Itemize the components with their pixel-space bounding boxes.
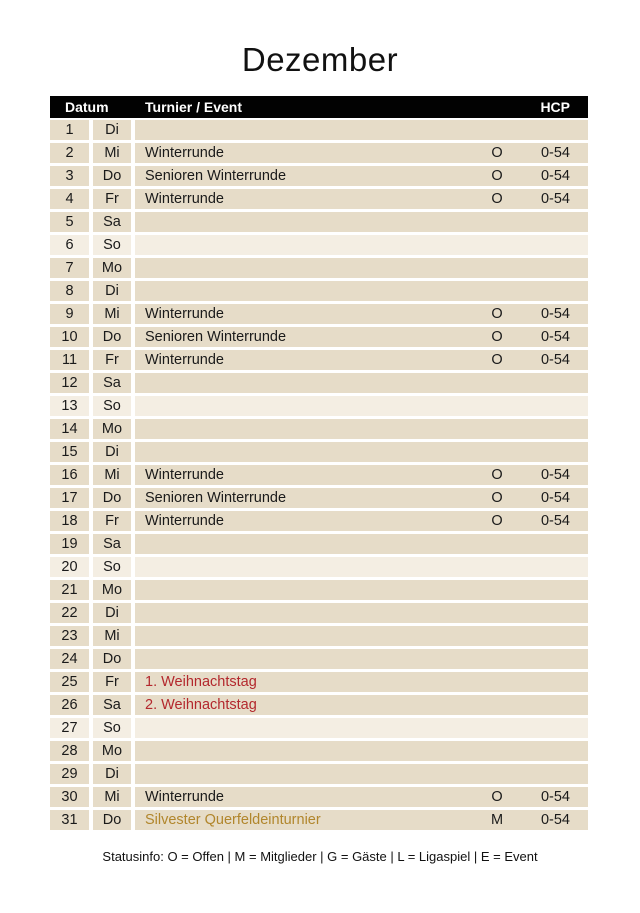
event-cell (135, 120, 477, 141)
status-cell (477, 764, 517, 785)
event-cell (135, 534, 477, 555)
weekday-cell: So (93, 718, 131, 739)
calendar-row (50, 626, 588, 647)
calendar-row (50, 235, 588, 256)
event-row-main (135, 120, 588, 141)
event-row-main (135, 603, 588, 624)
status-cell (477, 442, 517, 463)
event-cell: Winterrunde (135, 465, 477, 486)
event-cell (135, 281, 477, 302)
calendar-row (50, 672, 588, 693)
weekday-cell: Mo (93, 741, 131, 762)
date-number-cell: 6 (50, 235, 89, 256)
date-number-cell: 2 (50, 143, 89, 164)
weekday-cell: Do (93, 649, 131, 670)
event-row-main (135, 258, 588, 279)
date-number-cell: 14 (50, 419, 89, 440)
hcp-cell: 0-54 (517, 511, 588, 532)
calendar-row (50, 557, 588, 578)
hcp-cell (517, 534, 588, 555)
calendar-row (50, 281, 588, 302)
event-row-main (135, 235, 588, 256)
date-number-cell: 22 (50, 603, 89, 624)
hcp-cell (517, 741, 588, 762)
calendar-row (50, 304, 588, 325)
hcp-cell (517, 603, 588, 624)
event-row-main (135, 557, 588, 578)
weekday-cell: Mi (93, 787, 131, 808)
status-cell: O (477, 511, 517, 532)
event-row-main (135, 488, 588, 509)
weekday-cell: Do (93, 166, 131, 187)
hcp-cell (517, 258, 588, 279)
event-row-main (135, 741, 588, 762)
status-cell (477, 281, 517, 302)
status-cell: O (477, 189, 517, 210)
status-legend: Statusinfo: O = Offen | M = Mitglieder | G = Gäste | L = Ligaspiel | E = Event (102, 849, 538, 864)
weekday-cell: Mo (93, 258, 131, 279)
hcp-cell (517, 373, 588, 394)
status-cell: O (477, 143, 517, 164)
event-row-main (135, 396, 588, 417)
date-number-cell: 4 (50, 189, 89, 210)
status-cell: O (477, 787, 517, 808)
weekday-cell: Sa (93, 212, 131, 233)
date-number-cell: 13 (50, 396, 89, 417)
event-row-main (135, 304, 588, 325)
weekday-cell: Fr (93, 511, 131, 532)
tournament-calendar-table (50, 96, 588, 830)
event-cell: 1. Weihnachtstag (135, 672, 477, 693)
status-cell (477, 235, 517, 256)
event-row-main (135, 189, 588, 210)
weekday-cell: Do (93, 327, 131, 348)
date-number-cell: 28 (50, 741, 89, 762)
calendar-row (50, 511, 588, 532)
event-row-main (135, 465, 588, 486)
hcp-cell: 0-54 (517, 166, 588, 187)
event-row-main (135, 419, 588, 440)
calendar-rows (50, 120, 588, 831)
event-cell: Winterrunde (135, 143, 477, 164)
event-row-main (135, 810, 588, 831)
date-number-cell: 8 (50, 281, 89, 302)
hcp-cell (517, 212, 588, 233)
weekday-cell: Sa (93, 695, 131, 716)
hcp-cell: 0-54 (517, 465, 588, 486)
weekday-cell: Fr (93, 189, 131, 210)
hcp-cell: 0-54 (517, 327, 588, 348)
status-cell (477, 672, 517, 693)
event-cell (135, 603, 477, 624)
status-cell: M (477, 810, 517, 831)
weekday-cell: Di (93, 120, 131, 141)
calendar-row (50, 189, 588, 210)
event-cell (135, 649, 477, 670)
date-number-cell: 21 (50, 580, 89, 601)
event-cell: Senioren Winterrunde (135, 327, 477, 348)
weekday-cell: Mo (93, 419, 131, 440)
weekday-cell: Sa (93, 534, 131, 555)
date-number-cell: 17 (50, 488, 89, 509)
hcp-cell (517, 235, 588, 256)
header-hcp: HCP (540, 99, 570, 115)
calendar-row (50, 166, 588, 187)
date-number-cell: 7 (50, 258, 89, 279)
date-number-cell: 20 (50, 557, 89, 578)
hcp-cell (517, 626, 588, 647)
event-row-main (135, 764, 588, 785)
event-row-main (135, 281, 588, 302)
weekday-cell: So (93, 396, 131, 417)
date-number-cell: 5 (50, 212, 89, 233)
hcp-cell (517, 764, 588, 785)
date-number-cell: 15 (50, 442, 89, 463)
hcp-cell: 0-54 (517, 304, 588, 325)
calendar-row (50, 120, 588, 141)
date-number-cell: 19 (50, 534, 89, 555)
hcp-cell (517, 557, 588, 578)
status-cell (477, 695, 517, 716)
status-cell: O (477, 350, 517, 371)
event-cell (135, 212, 477, 233)
event-row-main (135, 534, 588, 555)
calendar-row (50, 442, 588, 463)
calendar-row (50, 327, 588, 348)
event-cell: Winterrunde (135, 787, 477, 808)
hcp-cell: 0-54 (517, 143, 588, 164)
calendar-row (50, 580, 588, 601)
event-row-main (135, 787, 588, 808)
calendar-row (50, 143, 588, 164)
status-cell (477, 258, 517, 279)
status-cell (477, 741, 517, 762)
event-cell: Senioren Winterrunde (135, 488, 477, 509)
event-row-main (135, 718, 588, 739)
event-row-main (135, 373, 588, 394)
event-cell (135, 741, 477, 762)
status-cell: O (477, 465, 517, 486)
weekday-cell: Mi (93, 626, 131, 647)
event-row-main (135, 166, 588, 187)
date-number-cell: 24 (50, 649, 89, 670)
hcp-cell (517, 672, 588, 693)
weekday-cell: So (93, 235, 131, 256)
status-cell (477, 419, 517, 440)
event-cell (135, 764, 477, 785)
hcp-cell (517, 120, 588, 141)
status-cell (477, 718, 517, 739)
calendar-row (50, 603, 588, 624)
hcp-cell (517, 281, 588, 302)
calendar-row (50, 649, 588, 670)
weekday-cell: So (93, 557, 131, 578)
date-number-cell: 26 (50, 695, 89, 716)
calendar-row (50, 212, 588, 233)
status-cell: O (477, 166, 517, 187)
event-cell: Winterrunde (135, 350, 477, 371)
weekday-cell: Di (93, 442, 131, 463)
event-cell (135, 419, 477, 440)
event-cell (135, 626, 477, 647)
weekday-cell: Di (93, 603, 131, 624)
event-row-main (135, 626, 588, 647)
event-row-main (135, 442, 588, 463)
event-row-main (135, 649, 588, 670)
header-datum: Datum (65, 99, 109, 115)
event-cell (135, 718, 477, 739)
calendar-row (50, 695, 588, 716)
event-row-main (135, 580, 588, 601)
calendar-row (50, 350, 588, 371)
weekday-cell: Do (93, 810, 131, 831)
date-number-cell: 1 (50, 120, 89, 141)
event-cell (135, 442, 477, 463)
event-cell: Silvester Querfeldeinturnier (135, 810, 477, 831)
date-number-cell: 16 (50, 465, 89, 486)
hcp-cell: 0-54 (517, 488, 588, 509)
date-number-cell: 11 (50, 350, 89, 371)
status-cell: O (477, 327, 517, 348)
status-cell (477, 626, 517, 647)
hcp-cell (517, 419, 588, 440)
hcp-cell (517, 580, 588, 601)
event-row-main (135, 327, 588, 348)
hcp-cell: 0-54 (517, 189, 588, 210)
date-number-cell: 18 (50, 511, 89, 532)
event-cell (135, 258, 477, 279)
status-cell (477, 396, 517, 417)
status-cell (477, 120, 517, 141)
status-cell (477, 373, 517, 394)
hcp-cell (517, 649, 588, 670)
calendar-row (50, 764, 588, 785)
event-row-main (135, 350, 588, 371)
status-cell: O (477, 488, 517, 509)
event-cell (135, 235, 477, 256)
calendar-row (50, 465, 588, 486)
weekday-cell: Mi (93, 143, 131, 164)
hcp-cell: 0-54 (517, 810, 588, 831)
month-title: Dezember (241, 41, 399, 78)
event-cell: 2. Weihnachtstag (135, 695, 477, 716)
date-number-cell: 12 (50, 373, 89, 394)
event-row-main (135, 143, 588, 164)
weekday-cell: Fr (93, 350, 131, 371)
event-cell (135, 557, 477, 578)
calendar-row (50, 718, 588, 739)
date-number-cell: 10 (50, 327, 89, 348)
calendar-row (50, 396, 588, 417)
date-number-cell: 3 (50, 166, 89, 187)
event-cell (135, 373, 477, 394)
status-cell (477, 649, 517, 670)
calendar-row (50, 373, 588, 394)
event-row-main (135, 511, 588, 532)
calendar-row (50, 419, 588, 440)
calendar-row (50, 258, 588, 279)
table-header (50, 96, 588, 118)
event-row-main (135, 212, 588, 233)
hcp-cell (517, 442, 588, 463)
date-number-cell: 27 (50, 718, 89, 739)
status-cell (477, 212, 517, 233)
event-row-main (135, 695, 588, 716)
date-number-cell: 30 (50, 787, 89, 808)
weekday-cell: Di (93, 281, 131, 302)
date-number-cell: 9 (50, 304, 89, 325)
status-cell (477, 557, 517, 578)
weekday-cell: Mo (93, 580, 131, 601)
date-number-cell: 31 (50, 810, 89, 831)
date-number-cell: 25 (50, 672, 89, 693)
header-turnier-event: Turnier / Event (145, 99, 242, 115)
calendar-row (50, 810, 588, 831)
event-cell (135, 396, 477, 417)
weekday-cell: Di (93, 764, 131, 785)
hcp-cell (517, 718, 588, 739)
hcp-cell: 0-54 (517, 787, 588, 808)
hcp-cell: 0-54 (517, 350, 588, 371)
date-number-cell: 29 (50, 764, 89, 785)
date-number-cell: 23 (50, 626, 89, 647)
weekday-cell: Fr (93, 672, 131, 693)
calendar-row (50, 534, 588, 555)
weekday-cell: Sa (93, 373, 131, 394)
event-cell: Winterrunde (135, 189, 477, 210)
weekday-cell: Do (93, 488, 131, 509)
event-cell (135, 580, 477, 601)
weekday-cell: Mi (93, 304, 131, 325)
event-row-main (135, 672, 588, 693)
event-cell: Winterrunde (135, 304, 477, 325)
status-cell (477, 603, 517, 624)
event-cell: Winterrunde (135, 511, 477, 532)
status-cell: O (477, 304, 517, 325)
status-cell (477, 580, 517, 601)
event-cell: Senioren Winterrunde (135, 166, 477, 187)
calendar-row (50, 741, 588, 762)
hcp-cell (517, 396, 588, 417)
weekday-cell: Mi (93, 465, 131, 486)
calendar-row (50, 787, 588, 808)
calendar-row (50, 488, 588, 509)
status-cell (477, 534, 517, 555)
hcp-cell (517, 695, 588, 716)
